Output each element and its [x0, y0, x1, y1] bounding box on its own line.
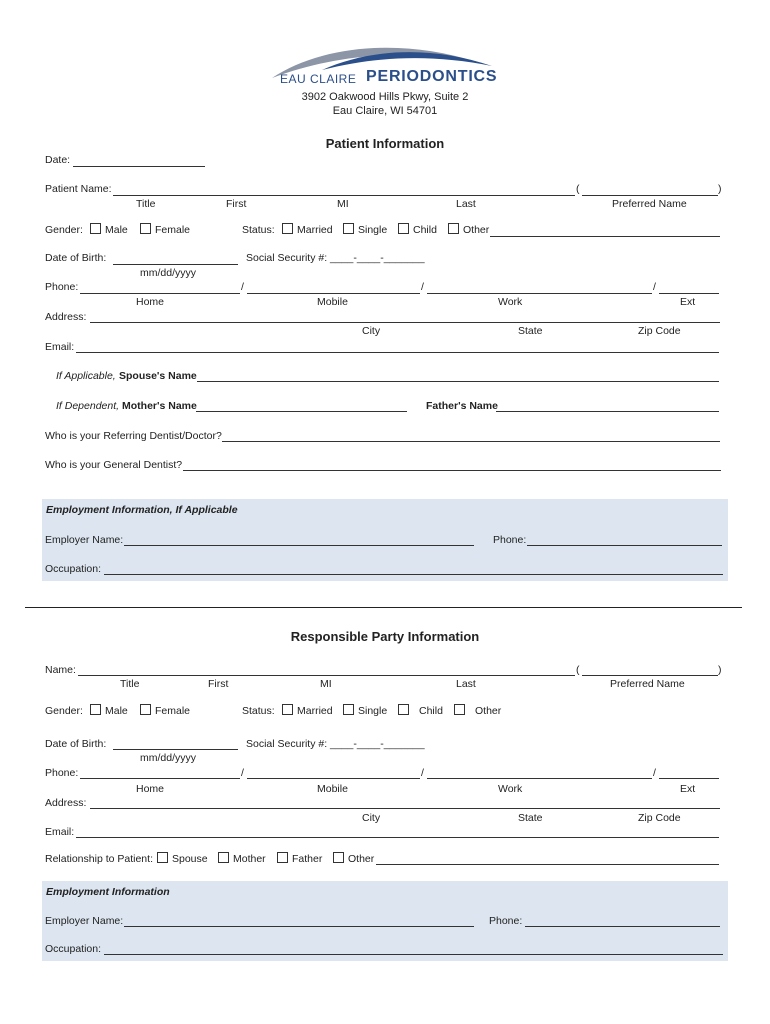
checkbox-icon [343, 704, 354, 715]
gender-label: Gender: [45, 224, 83, 236]
rp-address-part-state: State [518, 812, 543, 824]
patient-name-label: Patient Name: [45, 183, 112, 195]
status-single-checkbox[interactable] [343, 223, 387, 236]
rp-phone-part-work: Work [498, 783, 523, 795]
employer-name-label: Employer Name: [45, 534, 124, 546]
mother-option-label: Mother [233, 853, 266, 865]
father-label: Father's Name [426, 400, 498, 412]
general-dentist-field[interactable] [183, 470, 721, 471]
phone-part-work: Work [498, 296, 523, 308]
rp-preferred-name-field[interactable] [582, 675, 718, 676]
other-label: Other [475, 705, 502, 717]
checkbox-icon [140, 704, 151, 715]
date-label: Date: [45, 154, 71, 166]
practice-address-line1: 3902 Oakwood Hills Pkwy, Suite 2 [301, 91, 469, 103]
ssn-label: Social Security #: [246, 252, 328, 264]
rp-name-field[interactable] [78, 675, 575, 676]
checkbox-icon [282, 704, 293, 715]
rp-email-label: Email: [45, 826, 75, 838]
single-label: Single [358, 224, 388, 236]
checkbox-icon [277, 852, 288, 863]
checkbox-icon [333, 852, 344, 863]
other-label: Other [463, 224, 490, 236]
practice-logo [262, 40, 512, 92]
practice-address-line2: Eau Claire, WI 54701 [332, 105, 438, 117]
general-dentist-label: Who is your General Dentist? [45, 459, 183, 471]
rp-status-single-checkbox[interactable] [343, 704, 387, 717]
preferred-open-paren: ( [576, 183, 580, 195]
dependent-prefix: If Dependent, [56, 400, 120, 412]
dob-format: mm/dd/yyyy [140, 267, 197, 279]
married-label: Married [297, 224, 333, 236]
checkbox-icon [343, 223, 354, 234]
rp-gender-label: Gender: [45, 705, 83, 717]
rp-phone-part-home: Home [136, 783, 165, 795]
status-married-checkbox[interactable] [282, 223, 333, 236]
name-part-mi: MI [337, 198, 349, 210]
checkbox-icon [398, 223, 409, 234]
mother-name-field[interactable] [196, 411, 407, 412]
dob-label: Date of Birth: [45, 252, 107, 264]
relationship-mother-checkbox[interactable] [218, 852, 266, 865]
mother-label: Mother's Name [122, 400, 197, 412]
spouse-label: Spouse [172, 853, 208, 865]
rp-dob-label: Date of Birth: [45, 738, 107, 750]
rp-ssn-field[interactable]: ____-____-_______ [330, 738, 425, 750]
name-part-title: Title [136, 198, 156, 210]
rp-employer-name-field[interactable] [124, 926, 474, 927]
rp-employer-name-label: Employer Name: [45, 915, 124, 927]
rp-employer-phone-field[interactable] [525, 926, 720, 927]
occupation-field[interactable] [104, 574, 723, 575]
phone-label: Phone: [45, 281, 79, 293]
rp-dob-format: mm/dd/yyyy [140, 752, 197, 764]
rp-phone-mobile-field[interactable] [247, 778, 420, 779]
phone-part-ext: Ext [680, 296, 696, 308]
employer-phone-label: Phone: [493, 534, 527, 546]
rp-phone-ext-field[interactable] [659, 778, 719, 779]
rp-preferred-open-paren: ( [576, 664, 580, 676]
gender-male-checkbox[interactable] [90, 223, 128, 236]
relationship-label: Relationship to Patient: [45, 853, 153, 865]
male-label: Male [105, 705, 128, 717]
checkbox-icon [448, 223, 459, 234]
rp-name-part-mi: MI [320, 678, 332, 690]
checkbox-icon [282, 223, 293, 234]
phone-separator: / [421, 767, 424, 779]
rp-status-label: Status: [242, 705, 275, 717]
phone-separator: / [653, 767, 656, 779]
female-label: Female [155, 705, 191, 717]
checkbox-icon [398, 704, 409, 715]
phone-home-field[interactable] [80, 293, 240, 294]
rp-name-label: Name: [45, 664, 76, 676]
rp-status-other-checkbox[interactable] [454, 704, 501, 717]
rp-phone-label: Phone: [45, 767, 79, 779]
checkbox-icon [90, 223, 101, 234]
rp-status-child-checkbox[interactable] [398, 704, 443, 717]
preferred-name-field[interactable] [582, 195, 718, 196]
relationship-other-field[interactable] [376, 864, 719, 865]
checkbox-icon [454, 704, 465, 715]
child-label: Child [419, 705, 443, 717]
employer-name-field[interactable] [124, 545, 474, 546]
phone-part-home: Home [136, 296, 165, 308]
rp-occupation-field[interactable] [104, 954, 723, 955]
spouse-label: Spouse's Name [119, 370, 197, 382]
rp-phone-part-mobile: Mobile [317, 783, 348, 795]
rp-name-part-preferred: Preferred Name [610, 678, 685, 690]
rp-address-label: Address: [45, 797, 87, 809]
checkbox-icon [90, 704, 101, 715]
address-part-zip: Zip Code [638, 325, 681, 337]
address-field[interactable] [90, 322, 720, 323]
rp-gender-male-checkbox[interactable] [90, 704, 128, 717]
gender-female-checkbox[interactable] [140, 223, 190, 236]
status-other-checkbox[interactable] [448, 223, 489, 236]
phone-part-mobile: Mobile [317, 296, 348, 308]
rp-name-part-last: Last [456, 678, 476, 690]
date-field[interactable] [73, 166, 205, 167]
rp-phone-work-field[interactable] [427, 778, 652, 779]
name-part-last: Last [456, 198, 476, 210]
relationship-other-checkbox[interactable] [333, 852, 374, 865]
rp-gender-female-checkbox[interactable] [140, 704, 190, 717]
ssn-field[interactable]: ____-____-_______ [330, 252, 425, 264]
other-option-label: Other [348, 853, 375, 865]
employer-phone-field[interactable] [527, 545, 722, 546]
rp-ssn-label: Social Security #: [246, 738, 328, 750]
email-label: Email: [45, 341, 75, 353]
checkbox-icon [140, 223, 151, 234]
single-label: Single [358, 705, 388, 717]
rp-employment-heading: Employment Information [46, 886, 170, 898]
rp-phone-part-ext: Ext [680, 783, 696, 795]
occupation-label: Occupation: [45, 563, 102, 575]
rp-name-part-first: First [208, 678, 229, 690]
relationship-father-checkbox[interactable] [277, 852, 322, 865]
rp-dob-field[interactable] [113, 749, 238, 750]
rp-email-field[interactable] [76, 837, 719, 838]
responsible-party-heading: Responsible Party Information [290, 629, 480, 644]
phone-ext-field[interactable] [659, 293, 719, 294]
name-part-first: First [226, 198, 247, 210]
preferred-close-paren: ) [718, 183, 722, 195]
address-part-state: State [518, 325, 543, 337]
referring-dentist-label: Who is your Referring Dentist/Doctor? [45, 430, 222, 442]
logo-prefix: EAU CLAIRE [280, 72, 357, 86]
name-part-preferred: Preferred Name [612, 198, 687, 210]
address-part-city: City [362, 325, 381, 337]
phone-mobile-field[interactable] [247, 293, 420, 294]
father-option-label: Father [292, 853, 323, 865]
phone-separator: / [421, 281, 424, 293]
rp-phone-home-field[interactable] [80, 778, 240, 779]
rp-status-married-checkbox[interactable] [282, 704, 333, 717]
child-label: Child [413, 224, 437, 236]
rp-address-part-city: City [362, 812, 381, 824]
referring-dentist-field[interactable] [222, 441, 720, 442]
checkbox-icon [157, 852, 168, 863]
status-other-field[interactable] [490, 236, 720, 237]
spouse-prefix: If Applicable, [56, 370, 116, 382]
address-label: Address: [45, 311, 87, 323]
checkbox-icon [218, 852, 229, 863]
male-label: Male [105, 224, 128, 236]
spouse-name-field[interactable] [197, 381, 719, 382]
married-label: Married [297, 705, 333, 717]
patient-name-field[interactable] [113, 195, 575, 196]
father-name-field[interactable] [496, 411, 719, 412]
phone-work-field[interactable] [427, 293, 652, 294]
rp-occupation-label: Occupation: [45, 943, 102, 955]
status-child-checkbox[interactable] [398, 223, 437, 236]
patient-info-heading: Patient Information [325, 136, 445, 151]
rp-address-field[interactable] [90, 808, 720, 809]
employment-heading: Employment Information, If Applicable [46, 504, 238, 516]
relationship-spouse-checkbox[interactable] [157, 852, 208, 865]
phone-separator: / [241, 767, 244, 779]
dob-field[interactable] [113, 264, 238, 265]
rp-preferred-close-paren: ) [718, 664, 722, 676]
rp-name-part-title: Title [120, 678, 140, 690]
phone-separator: / [241, 281, 244, 293]
phone-separator: / [653, 281, 656, 293]
section-divider [25, 607, 742, 608]
rp-address-part-zip: Zip Code [638, 812, 681, 824]
email-field[interactable] [76, 352, 719, 353]
logo-name: PERIODONTICS [366, 68, 498, 85]
rp-employer-phone-label: Phone: [489, 915, 523, 927]
female-label: Female [155, 224, 191, 236]
status-label: Status: [242, 224, 275, 236]
